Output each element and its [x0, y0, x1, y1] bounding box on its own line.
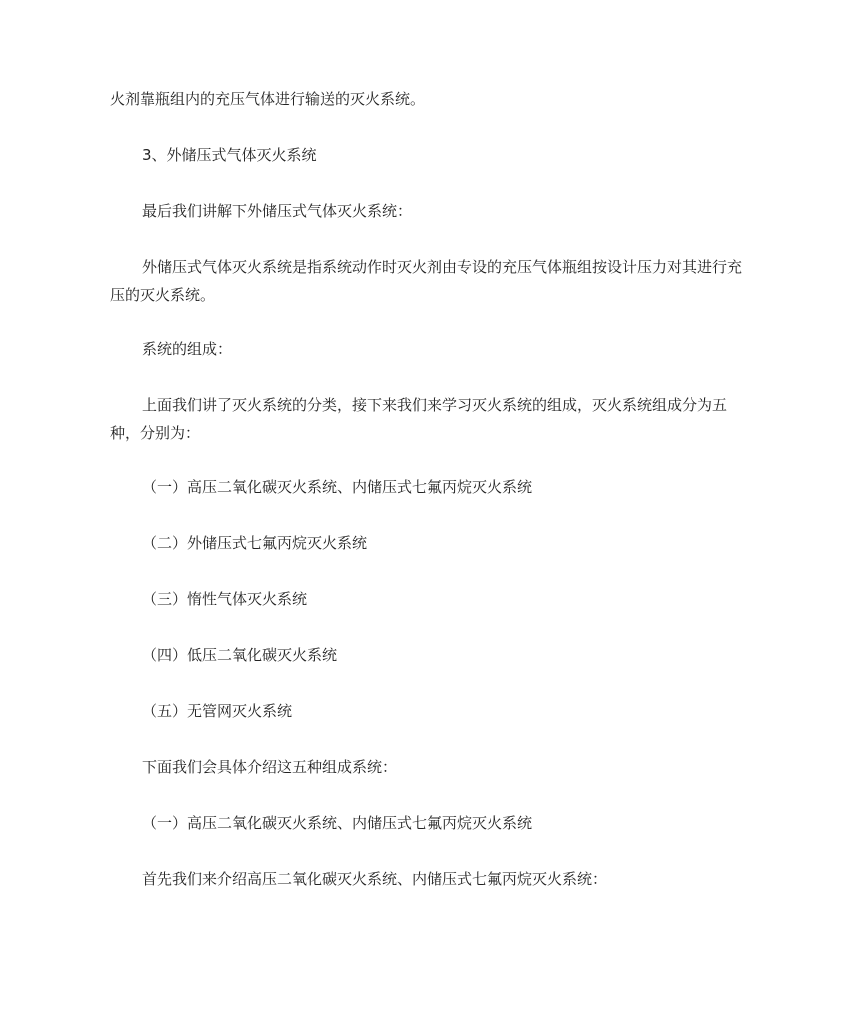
list-item: [110, 809, 752, 837]
paragraph: [110, 197, 752, 225]
paragraph-text: 外储压式气体灭火系统是指系统动作时灭火剂由专设的充压气体瓶组按设计压力对其进行充压的灭火系统。: [110, 258, 743, 304]
list-item: [110, 529, 752, 557]
list-item: [110, 641, 752, 669]
paragraph: [110, 391, 752, 447]
paragraph-text: 最后我们讲解下外储压式气体灭火系统：: [142, 202, 413, 220]
list-item: [110, 585, 752, 613]
paragraph-text: 系统的组成：: [142, 340, 233, 358]
list-item-text: （五）无管网灭火系统: [142, 702, 293, 720]
section-heading: [110, 141, 752, 169]
list-item-text: （二）外储压式七氟丙烷灭火系统: [142, 534, 368, 552]
paragraph-text: 上面我们讲了灭火系统的分类，接下来我们来学习灭火系统的组成，灭火系统组成分为五种，分别为：: [110, 396, 728, 442]
list-item-text: （一）高压二氧化碳灭火系统、内储压式七氟丙烷灭火系统: [142, 478, 533, 496]
paragraph-text: 下面我们会具体介绍这五种组成系统：: [142, 758, 398, 776]
list-item: [110, 697, 752, 725]
paragraph: [110, 865, 752, 893]
paragraph-continuation: [110, 85, 752, 113]
list-item: [110, 473, 752, 501]
list-item-text: （一）高压二氧化碳灭火系统、内储压式七氟丙烷灭火系统: [142, 814, 533, 832]
heading-text: 3、外储压式气体灭火系统: [142, 146, 317, 164]
paragraph: [110, 253, 752, 309]
paragraph: [110, 753, 752, 781]
paragraph-text: 火剂靠瓶组内的充压气体进行输送的灭火系统。: [110, 90, 426, 108]
list-item-text: （三）惰性气体灭火系统: [142, 590, 308, 608]
list-item-text: （四）低压二氧化碳灭火系统: [142, 646, 338, 664]
paragraph-text: 首先我们来介绍高压二氧化碳灭火系统、内储压式七氟丙烷灭火系统：: [142, 870, 608, 888]
paragraph: [110, 335, 752, 363]
